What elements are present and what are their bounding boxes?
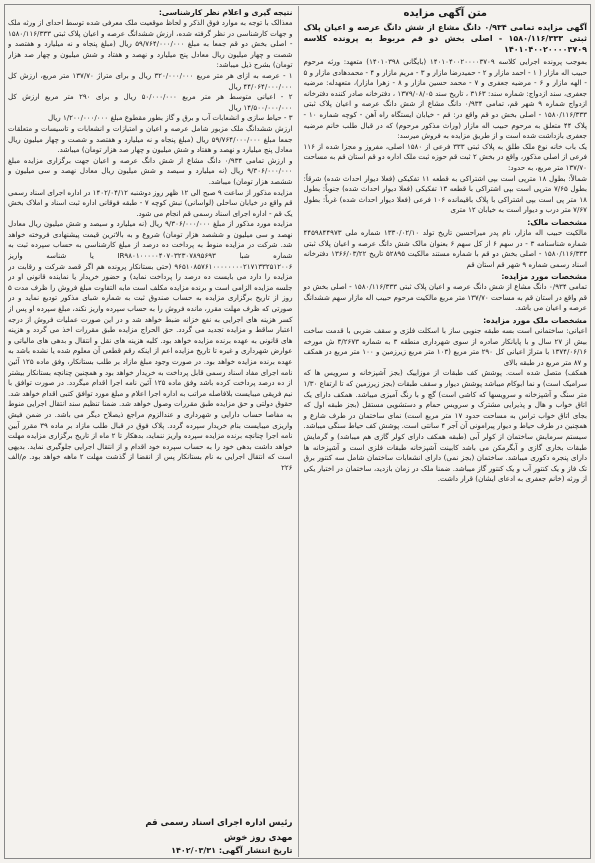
owner-text: مالکیت حبیب اله مازار، نام پدر میراحسین تاریخ تولد ۱۳۳۰/۰۲/۱۰ شماره ملی ۴۴۵۹۸۴۴۹۷۳ شماره شناسنامه ۳ - در سهم ۶ از کل سهم ۶ بعنوان مالک شش دانگ عرصه و اعیان پلاک ثبتی ۱۵۸۰/۱۱۶/۳۳۳ - اصلی بخش دو قم با شماره مستند مالکیت ۵۲۸۹۵ تاریخ ۱۳۶۶/۰۳/۲۲ دفترخانه اسناد رسمی شماره ۹ شهر قم استان قم [303,227,587,269]
auction-session: مزایده مذکور از ساعت ۹ صبح الی ۱۲ ظهر روز دوشنبه ۱۴۰۲/۰۴/۱۲ در اداره اجرای اسناد رسمی قم واقع در خیابان ساحلی (لواسانی) نبش کوچه ۷ - طبقه فوقانی اداره ثبت اسناد و املاک بخش یک قم - اداره اجرای اسناد رسمی قم انجام می شود. [8,187,293,218]
notice-columns [5,4,590,859]
property-boundaries: شمالاً: بطول ۱۸ مترپی است بپی اشتراکی به قطعه ۱۱ تفکیکی (فعلا دیوار احداث شده) شرقاً: بطول ۷/۶۵ مترپی است بپی اشتراکی با قطعه ۱۳ تفکیکی (فعلا دیوار احداث شده) جنوباً: بطول ۱۸ متر پی است بپی اشتراکی با پلاک باقیمانده ۱۰۶ فرعی (فعلا دیوار احداث شده) غرباً: بطول ۷/۶۷ متر درب و دیوار است به خیابان ۱۲ متری [303,173,587,215]
auction-text: تمامی ۰/۹۳۴ دانگ مشاع از شش دانگ عرصه و اعیان پلاک ثبتی ۱۵۸۰/۱۱۶/۳۳۳ - اصلی بخش دو قم واقع در استان قم به مساحت ۱۳۷/۷۰ متر مربع مالکیت مرحوم حبیب اله مازار سهم ششدانگ عرصه و اعیان می باشد. [303,282,587,313]
right-column [298,6,588,857]
expert-total: ارزش ششدانگ ملک مزبور شامل عرصه و اعیان و امتیازات و انشعابات و تاسیسات و متعلقات جمعا مبلغ ۵۹/۷۶۴/۰۰۰/۰۰۰ ریال (مبلغ پنجاه و نه میلیارد و هفتصد و شصت و چهار میلیون ریال معادل پنج میلیارد و نهصد و هفتاد و شش میلیون و چهار صد هزار تومان) میباشد. [8,123,293,155]
auction-heading: مشخصات مورد مزایده: [501,272,587,282]
expert-item-1: ۱ - عرصه به ازای هر متر مربع ۳۲۰/۰۰۰/۰۰۰ ریال و برای متراژ ۱۳۷/۷۰ متر مربع، ارزش کل ۴۴/۰۶۴/۰۰۰/۰۰۰ ریال [8,70,293,91]
property-description: یک باب خانه نوع ملک طلق به پلاک ثبتی ۳۳۳ فرعی از ۱۵۸۰ اصلی، مفروز و مجزا شده از ۱۱۶ فرعی از اصلی مذکور، واقع در بخش ۲ ثبت قم حوزه ثبت ملک اداره دو قم استان قم به مساحت ۱۳۷/۷۰ متر مربع، به حدود: [303,141,587,172]
left-column [8,6,298,857]
signer-name: مهدی روز خوش [224,833,293,843]
notice-intro: بموجب پرونده اجرایی کلاسه ۱۴۰۱۰۴۰۰۲۰۰۰۰۳۷۰۹ (بایگانی ۱۴۰۱۰۳۹۸) متعهد: ورثه مرحوم حبیب اله مازار ( ۱ - احمد مازار و ۲ - حمیدرضا مازار و ۳ - مریم مازار و ۴ - محمدهادی مازار و ۵ - الهه مازار و ۶ - مرضیه جعفری و ۷ - محمد حسین مازار و ۸ - زهرا مازار)، متعهدله: مرضیه جعفری، سند ازدواج: شماره سند: ۳۱۶۳ ، تاریخ سند ۱۳۷۹/۰۸/۰۵ ، دفترخانه صادر کننده دفترخانه ازدواج شماره ۹ شهر قم، تمامی ۰/۹۳۴ دانگ مشاع از شش دانگ عرصه و اعیان پلاک ثبتی ۱۵۸۰/۱۱۶/۳۳۳ - اصلی بخش دو قم واقع در: قم - خیابان ایستگاه راه آهن - کوچه شماره ۱۰ - پلاک ۴۴ متعلق به مرحوم حبیب اله مازار (وراث مذکور مرحوم) که در قبال طلب خانم مرضیه جعفری بازداشت شده است و از طریق مزایده به فروش میرسد: [303,57,587,141]
notice-title: متن آگهی مزایده [403,8,487,19]
expert-heading: نتیجه گیری و اعلام نظر کارشناسی: [158,8,293,17]
publish-date: تاریخ انتشار آگهی: ۱۴۰۲/۰۳/۳۱ [171,846,293,855]
expert-summary: معذالک با توجه به موارد فوق الذکر و لحاظ موقعیت ملک معرفی شده توسط احدای از ورثه ملک و جهات کارشناسی در نظر گرفته شده، ارزش ششدانگ عرصه و اعیان پلاک ثبتی ۱۵۸۰/۱۱۶/۳۳۳ - اصلی بخش دو قم جمعا به مبلغ ۵۹/۷۶۴/۰۰۰/۰۰۰ ریال (مبلغ پنجاه و نه میلیارد و هفتصد و شصت و چهار میلیون ریال معادل پنج میلیارد و نهصد و هفتاد و شش میلیون و چهار صد هزار تومان) بشرح ذیل میباشد: [8,18,293,70]
expert-item-2: ۲ - اعیانی متوسط هر متر مربع ۵۰/۰۰۰/۰۰۰ ریال و برای ۲۹۰ متر مربع ارزش کل ۱۴/۵۰۰/۰۰۰/۰۰۰ ریال [8,92,293,112]
signature-block [8,815,293,857]
property-details-heading: مشخصات ملک مورد مزایده: [483,316,587,326]
expert-item-3: ۳ - حیاط سازی و انشعابات آب و برق و گاز بطور مقطوع مبلغ ۱/۲۰۰/۰۰۰/۰۰۰ ریال [47,113,293,123]
property-details-text: اعیانی: ساختمانی است بسه طبقه جنوبی ساز با اسکلت فلزی و سقف ضربی با قدمت ساخت بیش از ۲۷ سال و با پایانکار صادره از سوی شهرداری منطقه ۳ به شماره ۳/۲۶۷۳ ش مورخه ۱۳۷۴/۰۶/۱۶ با متراژ اعیانی کل ۲۹۰ متر مربع (۱۰۳ متر مربع زیرزمین و ۱۰۰ متر مربع در همکف و ۸۷ متر مربع در طبقه بالای [303,326,587,367]
notice-subtitle: آگهی مزایده تمامی ۰/۹۳۴ دانگ مشاع از شش دانگ عرصه و اعیان پلاک ثبتی ۱۵۸۰/۱۱۶/۳۳۳ - اصلی بخش دو قم مربوط به پرونده کلاسه ۱۴۰۱۰۴۰۰۲۰۰۰۰۳۷۰۹ [303,23,587,54]
auction-conditions: مزایده مورد مذکور از مبلغ ۹/۳۰۶/۰۰۰/۰۰۰ ریال (نه میلیارد و سیصد و شش میلیون ریال معادل نهصد و سی میلیون و ششصد هزار تومان) شروع و به بالاترین قیمت پیشنهادی فروخته خواهد شد. شرکت در مزایده منوط به پرداخت ده درصد از مبلغ کارشناسی به حساب سپرده ثبت به شماره شبا IR۹۸۰۱۰۰۰۰۰۴۰۷۰۳۲۳۰۷۸۹۵۶۹۳ یا شناسه واریز ۹۶۵۱۰۸۵۷۶۱۰۰۰۰۰۰۰۰۲۱۷۱۳۳۲۵۱۲۰۰۶ (حتی بستانکار پرونده هم اگر قصد شرکت و رقابت در مزایده را دارد می بایست ده درصد را پرداخت نماید) و حضور خریدار یا نماینده قانونی او در جلسه مزایده الزامی است و برنده مزایده مکلف است مابه التفاوت مبلغ فروش را ظرف مدت ۵ روز از تاریخ برگزاری مزایده به حساب صندوق ثبت به شماره شبای مذکور تودیع نماید و در صورتی که ظرف مهلت مقرر، مانده فروش را به حساب سپرده واریز نکند، مبلغ سپرده او پس از کسر هزینه های اجرایی به نفع خزانه ضبط خواهد شد و در این صورت عملیات فروش از درجه اعتبار ساقط و مزایده تجدید می گردد. حق الحراج مزایده طبق مقررات اخذ می گردد و هزینه های قانونی به عهده برنده مزایده خواهد بود. کلیه هزینه های نقل و انتقال و بدهی های مالیاتی و عوارض شهرداری و غیره تا تاریخ مزایده اعم از اینکه رقم قطعی آن معلوم شده یا نشده باشد به عهده برنده مزایده خواهد بود. در صورت وجود مبلغ مازاد بر طلب بستانکار، وفق ماده ۱۲۵ آئین نامه اجرای مفاد اسناد رسمی قابل پرداخت به خریدار خواهد بود و همچنین چنانچه بستانکار بیشتر از ده درصد پرداخت کرده باشد وفق ماده ۱۲۵ آئین نامه اجرا اقدام میگردد. در صورت توافق با نیم فریقی میبایست بلافاصله مراتب به اداره اجرا اعلام و مبلغ مورد توافق کتبی اقدام خواهد شد. حقوق دولتی و حق مزایده طبق مقررات وصول خواهد شد. ضمنا تنظیم سند انتقال اجرایی منوط به مفاصا حساب دارایی و شهرداری و عندالزوم مراجع ذیصلاح دیگر می باشد. در ضمن فیش واریزی میبایست بنام خریدار سپرده گردد. پلاک فوق در قبال طلب مازاد بر ماده ۳۹ مقرر آیین نامه اجرا چنانچه برنده مزایده سپرده واریز ننماید، بدهکار تا ۲ ماه از تاریخ برگزاری مزایده مهلت خواهد داشت بدهی خود را به حساب سپرده خود اقدام و از انتقال اجرایی جلوگیری نماید. بدیهی است که انتقال اجرایی به نام بستانکار پس از انقضا از گذشت مهلت ۲ ماهه خواهد بود. م/الف ۲۲۶ [8,219,293,472]
office-title: رئیس اداره اجرای اسناد رسمی قم [145,818,293,828]
property-details-continued: همکف) متصل شده است. پوشش کف طبقات از موزاییک (بجز آشپزخانه و سرویس ها که سرامیک است) و نما ابوکام میباشد پوشش دیوار و سقف طبقات (بجز زیرزمین که تا ارتفاع ۱/۳۰ متر سنگ و آشپزخانه و سرویسها که کاشی است) گچ و با رنگ آمیزی میباشد. همکف دارای یک اتاق خواب و هال و پذیرایی مشترک و سرویس حمام و دستشویی مستقل (بجز طبقه اول که بجای اتاق خواب تراس به مساحت حدود ۱۷ متر مربع است) نمای ساختمان در طرف شارع و همچنین در طرف حیاط و دیوار پیرامونی آن آجر ۴ سانتی است. پوشش کف حیاط سنگی میباشد. سیستم سرمایش ساختمان از کولر آبی (طبقه همکف دارای کولر گازی هم میباشد) و گرمایش طبقات بخاری گازی و آبگرمکن می باشد کابینت آشپزخانه طبقات فلزی است و آشپزخانه ها دارای پنجره دکوری میباشد. ساختمان (بجز نمی) دارای انشعابات ساختمان شامل سه کنتور برق تک فاز و یک کنتور آب و یک کنتور گاز میباشد. ضمنا ملک در زمان بازدید، ساختمان در اختیار یکی از ورثه (خانم جعفری به ادعای ایشان) قرار داشت. [303,368,587,484]
share-value: و ارزش تمامی ۰/۹۳۴ دانگ مشاع از شش دانگ عرصه و اعیان جهت برگزاری مزایده مبلغ ۹/۳۰۶/۰۰۰/۰۰۰ ریال (نه میلیارد و سیصد و شش میلیون ریال معادل نهصد و سی میلیون و ششصد هزار تومان) میباشد. [8,155,293,186]
owner-heading: مشخصات مالک: [527,217,587,227]
